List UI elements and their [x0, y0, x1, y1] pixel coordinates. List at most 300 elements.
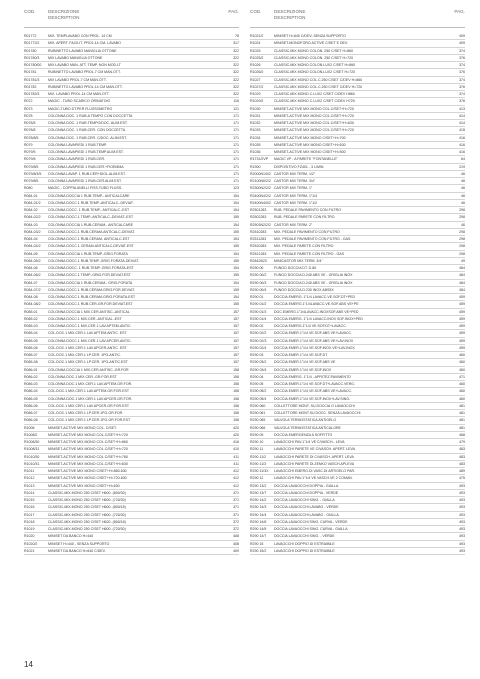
index-row [250, 33, 465, 40]
index-row [250, 483, 465, 490]
product-code: R084-02 [24, 208, 38, 212]
product-code: R1024 [250, 41, 261, 46]
product-description: CLASSIC-MIX MONO COL.C.250 C/SET C/DEV H=720 [274, 84, 363, 89]
product-code: R1027 [250, 77, 261, 82]
page-ref: 460 [459, 367, 465, 372]
product-code: R290 060 [250, 403, 266, 408]
product-description: DOCCIA EMERG. 1"1/4 LAVACC.VE.SOF.DT+PED [274, 295, 356, 299]
page-ref: 459 [459, 302, 465, 307]
index-row [250, 367, 465, 374]
index-row [24, 345, 239, 352]
page-ref: 376 [459, 99, 465, 104]
index-row [250, 120, 465, 127]
index-row [24, 62, 239, 69]
product-description: COLONNA DOCCIA 1 RUB.CERAM.- ANTICALCARE [48, 222, 133, 227]
header-cod: COD. [250, 9, 262, 14]
product-code: R1014 [24, 490, 35, 495]
page-ref: 154 [233, 295, 239, 299]
page-ref: 158 [233, 389, 239, 394]
page-ref: 459 [459, 316, 465, 321]
product-description: DOCCIA LAVAOCCHI LAVABO - GIALLA [274, 512, 339, 517]
page-ref: 371 [233, 505, 239, 510]
index-row [250, 272, 465, 279]
product-description: COL.DOC.1 MIX.CER.1 LAV.APCER-GR.FOR.EST [48, 403, 130, 408]
product-code: R072 [24, 99, 33, 104]
product-code: R1008/2 [24, 432, 38, 437]
page-ref: 459 [459, 331, 465, 336]
index-row [24, 135, 239, 142]
page-ref: 484 [459, 280, 465, 285]
page-ref: 158 [233, 382, 239, 386]
page-ref: 322 [233, 77, 239, 82]
page-ref: 298 [459, 244, 465, 249]
product-code: R1008 [24, 425, 35, 430]
page-ref: 459 [459, 324, 465, 328]
page-ref: 414 [459, 113, 465, 118]
product-description: DOCCIA EMER.1"1/4 VE.SOF.ABS VE+LAV.INOX [274, 338, 354, 343]
index-row [250, 519, 465, 526]
page-ref: 376 [459, 70, 465, 75]
product-code: R1731/2VP [250, 157, 269, 162]
product-code: R1031 [250, 113, 261, 118]
product-description: LAVAOCCHI EMERG.DI VASC.DI ARTIGELO PAR. [274, 469, 356, 473]
index-row [24, 301, 239, 308]
product-code: R2520283 [250, 244, 267, 249]
index-column-right [250, 6, 465, 555]
product-code: R085-05 [24, 338, 38, 343]
product-code: R1020/2 [24, 541, 38, 546]
index-row [24, 294, 239, 301]
page-ref: 317 [233, 41, 239, 46]
index-row [250, 222, 465, 229]
product-description: COLONNA LAVAPIEDI 1 RUB.CER. [48, 157, 106, 162]
product-description: CLASSIC-MIX MONO COLON.LUX2 C/SET H=860 [274, 63, 356, 67]
product-description: COLONNA DOCC. 1 RUB.TEMP.-GRIG.FORATA-EST [48, 266, 134, 270]
product-code: R290 04 [250, 374, 264, 379]
product-code: R2300N2/2/2 [250, 186, 271, 191]
index-row [250, 309, 465, 316]
index-row [250, 374, 465, 381]
product-description: CLASSIC-MIX MONO COLON. 250 C/SET H=860 [274, 48, 354, 53]
index-row [24, 323, 239, 330]
index-row [250, 454, 465, 461]
product-code: R01772/2 [24, 41, 40, 46]
product-code: R085-08 [24, 360, 38, 365]
page-number: 14 [24, 660, 33, 669]
index-row [24, 156, 239, 163]
product-code: R1030 [250, 106, 261, 111]
product-description: VALVOLA TERMOSTATICA ANTICALORE [274, 425, 341, 430]
page-ref: 171 [233, 128, 239, 133]
product-code: R1018 [24, 519, 35, 524]
page-ref: 416 [459, 135, 465, 140]
product-code: R085-01 [24, 309, 38, 314]
product-description: MINISET H=640 C/DEV.-SENZA SUPPORTO [274, 34, 346, 38]
page-ref: 154 [233, 208, 239, 212]
product-code: R086-03 [24, 382, 38, 386]
product-description: MINISET-ACTIVE MIX MONO COL. C/SET. [48, 425, 117, 430]
product-code: R1013 [24, 483, 35, 488]
index-row [250, 403, 465, 410]
page-ref: 121 [233, 106, 239, 111]
product-description: MIX LAVABO MANIGLIA OTTONE [48, 55, 103, 60]
product-code: R290 03/2 [250, 360, 267, 365]
index-row [250, 48, 465, 55]
header-cod: COD. [24, 9, 36, 14]
product-code: R290 02 [250, 324, 264, 328]
index-row [250, 388, 465, 395]
product-description: MINISET-ACTIVE MIX MONO COL.C/SET+H=860 [48, 440, 128, 444]
index-row [250, 156, 465, 163]
product-code: R1034 [250, 135, 261, 140]
page-ref: 489 [459, 469, 465, 473]
product-description: LAVAOCCHI PARETE VE C/VASCH. APERT. LEVA [274, 447, 356, 452]
index-row [250, 439, 465, 446]
product-description: DOCCIA LAVAOCCHI SING. CURVA - GIALLA [274, 527, 348, 531]
product-description: DOCCIA EMER.1"1/4 VE.SOF.INOX VE+LAV.INOX [274, 345, 355, 350]
product-description: CLASSIC-MIX MONO COLON.LUX2 C/SET H=720 [274, 70, 356, 75]
product-description: LAVAOCCHI PAV.1"1/4 VE C/VASCH.- LEVA [274, 440, 345, 444]
page-ref: 158 [233, 367, 239, 372]
index-row [24, 222, 239, 229]
index-row [250, 280, 465, 287]
product-code: R290 09 [250, 432, 264, 437]
product-description: MINISET-ACTIVE MIX MONO COL.C/SET+H=630 [274, 121, 354, 125]
product-code: R01780 [24, 48, 37, 53]
page-ref: 468 [459, 432, 465, 437]
product-code: R1027/2 [250, 84, 264, 89]
product-description: MINISET-ACTIVE MIX MONO COL.C/SET+H=720 [48, 447, 128, 452]
index-row [250, 84, 465, 91]
product-code: R086-07 [24, 411, 38, 415]
product-description: COLONNA LAVAPIEDI 1 RUB.CER.+FIOEMMA [48, 164, 124, 169]
page-ref: 493 [459, 541, 465, 546]
product-description: FUNGO DOCCIA D.240 ABS VE - GRIGLIA INOX [274, 273, 353, 278]
header-page: PAG. [228, 9, 239, 14]
product-code: R2400N4/0/2 [250, 200, 271, 205]
product-description: COLONNA DOCC.1 RUB.CERAM- ANTICALC-EST [48, 237, 130, 241]
index-row [250, 497, 465, 504]
product-description: DOCCIA LAVAOCCHI LAVABO - VERDE [274, 505, 339, 510]
product-code: R1032 [250, 121, 261, 125]
page-ref: 493 [459, 548, 465, 553]
product-code: R2000N1/0/2 [250, 171, 271, 176]
header-description: DESCRIZIONE DESCRIPTION [48, 9, 80, 20]
product-description: LAVAOCCHI PARETE DI C/VASCH. APERT. LEVA [274, 454, 354, 459]
page-ref: 46 [461, 222, 465, 227]
index-row [250, 91, 465, 98]
product-description: CLASSIC-MIX MONO COLON. 250 C/SET H=720 [274, 55, 354, 60]
page-ref: 460 [459, 396, 465, 401]
product-description: MINISET-ACTIVE MIX MONO C/SET+H=630 [274, 142, 346, 147]
page-ref: 412 [233, 483, 239, 488]
product-code: R1025/2 [250, 55, 264, 60]
product-code: R290 01/4 [250, 316, 267, 321]
product-description: COLONNA DOCC.1 RUB.CERAM-GRIG.FOR.DEVIAT. [48, 287, 135, 292]
index-row [250, 229, 465, 236]
page-ref: 408 [233, 541, 239, 546]
index-row [24, 229, 239, 236]
product-code: R290 02/2 [250, 331, 267, 336]
product-description: COLONNA DOCC.1 MIX.CER.-ANTICAL.-EST [48, 316, 122, 321]
product-code: R1012 [24, 476, 35, 481]
index-row [24, 439, 239, 446]
page-ref: 475 [459, 476, 465, 481]
product-code: R290 13/2 [250, 483, 267, 488]
product-description: CLASSIC-MIX MONO C.LUX2 C/SET C/DEV H860 [274, 92, 355, 96]
page-ref: 471 [459, 374, 465, 379]
page-ref: 374 [459, 92, 465, 96]
product-description: DISPOSITIVO FZ401 - 3 L/MIN [274, 164, 324, 169]
product-description: DOCCIA LAVAOCCHI SING. CURVA - VERDE [274, 519, 348, 524]
page-ref: 158 [233, 403, 239, 408]
product-description: DOCCIA EMER.1"1/4 VE.SOF.INOX+LAV.SING. [274, 396, 351, 401]
product-description: MINISET-MONOFORO ACTIVE C/SET E DEV. [274, 41, 348, 46]
product-code: R290 11/3X [250, 469, 269, 473]
page-ref: 154 [233, 280, 239, 285]
index-row [24, 243, 239, 250]
index-row [24, 120, 239, 127]
index-row [24, 77, 239, 84]
product-description: COLLETTORE MONT. SU DOCCIA O LAVAOCCHI [274, 403, 355, 408]
product-code: R290 00/4 [250, 287, 267, 292]
product-code: R1026/2 [250, 70, 264, 75]
index-rows-right [250, 33, 465, 555]
page-ref: 371 [233, 498, 239, 502]
product-code: R290 01/3 [250, 309, 267, 314]
index-row [24, 330, 239, 337]
product-code: R1019 [24, 527, 35, 531]
index-row [24, 504, 239, 511]
product-description: COLONNA DOCC.1 TEMP.-ANTICALC.-DEVIAT.-EST [48, 215, 134, 220]
product-description: DOCCIA EMER.1"1/4 VE.SOF.ABS VE [274, 360, 336, 365]
page-ref: 155 [233, 302, 239, 307]
page-ref: 459 [459, 295, 465, 299]
product-code: R290 14/2 [250, 498, 267, 502]
product-description: RUBINETTO LAVABO MANIGLIA OTTONE [48, 48, 117, 53]
product-code: R290 02/4 [250, 345, 267, 350]
product-code: R01782/3 [24, 92, 40, 96]
index-row [24, 149, 239, 156]
page-ref: 322 [233, 70, 239, 75]
index-row [24, 106, 239, 113]
product-description: DOCCIA LAVAOCCHI DOPPIA - GIALLA [274, 483, 339, 488]
product-description: COLLETTORE MONT.SU DOCC. SENZA LAVAOCCHI [274, 411, 361, 415]
product-code: R290 11 [250, 447, 264, 452]
product-description: MINICASTOR MIX TERM. 3/4" [274, 258, 323, 263]
page-ref: 46 [461, 200, 465, 205]
product-description: COL.DOC.1 MIX.CER.1 LAV.APTEM.ANTIC. EST [48, 331, 127, 336]
page-ref: 155 [233, 273, 239, 278]
product-code: R2842B23 [250, 258, 267, 263]
product-code: R1010/31 [24, 461, 40, 466]
product-code: R1008/30 [24, 440, 40, 444]
product-description: CASTOR MIX TERM. 1"1/2 [274, 200, 318, 205]
page-ref: 322 [233, 48, 239, 53]
page-ref: 154 [233, 237, 239, 241]
header-page: PAG. [454, 9, 465, 14]
product-code: R01782 [24, 84, 37, 89]
product-description: CLASSIC-MIX.MONO 250 C/SET H620 -(800/18) [48, 519, 126, 524]
product-description: COLONNA DOCC.1 RUB.CER-GR.FOR.DEVIAT.EST [48, 302, 133, 307]
index-row [24, 258, 239, 265]
index-row [250, 490, 465, 497]
index-row [250, 135, 465, 142]
page-ref: 46 [461, 179, 465, 183]
product-code: R2100N0/2/2 [250, 179, 271, 183]
product-code: R079/8/5 [24, 164, 39, 169]
page-ref: 493 [459, 519, 465, 524]
column-header [24, 6, 239, 28]
index-row [24, 171, 239, 178]
product-code: R290 065 [250, 418, 266, 423]
page-ref: 123 [233, 186, 239, 191]
page-ref: 409 [459, 41, 465, 46]
page-ref: 154 [233, 266, 239, 270]
page-ref: 219 [459, 164, 465, 169]
page-ref: 460 [459, 382, 465, 386]
page-ref: 420 [233, 432, 239, 437]
index-row [250, 381, 465, 388]
index-row [250, 178, 465, 185]
index-row [24, 55, 239, 62]
index-row [250, 294, 465, 301]
page-ref: 371 [233, 490, 239, 495]
product-code: R2501283 [250, 208, 267, 212]
page-ref: 298 [459, 229, 465, 234]
index-row [250, 301, 465, 308]
product-code: R1010/30 [24, 454, 40, 459]
page-ref: 322 [233, 63, 239, 67]
index-row [24, 454, 239, 461]
page-ref: 46 [461, 186, 465, 191]
product-code: R084-02/2 [24, 215, 41, 220]
page-ref: 157 [233, 360, 239, 365]
index-row [24, 519, 239, 526]
index-row [250, 265, 465, 272]
index-column-left [24, 6, 239, 555]
page-ref: 493 [459, 505, 465, 510]
product-code: R01780/00 [24, 63, 42, 67]
product-code: R084-04/2 [24, 244, 41, 249]
page-ref: 460 [459, 389, 465, 394]
index-row [24, 142, 239, 149]
index-row [250, 69, 465, 76]
index-row [250, 345, 465, 352]
index-row [24, 280, 239, 287]
index-row [250, 541, 465, 548]
product-description: CASTOR MIX TERM. 1" [274, 186, 313, 191]
page-ref: 171 [233, 157, 239, 162]
product-description: COLONNA LAVAP. 1 RUB.CER+DIOL.ALIM.EST. [48, 171, 126, 176]
product-description: COLONNA DOC.1 MIX.CER.1 LAV.APTEM-GR.FOR. [48, 382, 133, 386]
index-row [24, 91, 239, 98]
index-row [24, 98, 239, 105]
product-code: R290 01 [250, 295, 264, 299]
product-code: R1029/2 [250, 99, 264, 104]
product-code: R1029 [250, 92, 261, 96]
index-row [250, 461, 465, 468]
product-description: MINISET H=440 - SENZA SUPPORTO [48, 541, 110, 546]
page-ref: 171 [233, 121, 239, 125]
page-ref: 484 [459, 287, 465, 292]
page-ref: 157 [233, 324, 239, 328]
product-code: R290 11/2 [250, 454, 267, 459]
product-description: MIX LAVABO PROL.7 CM MAN.OTT. [48, 77, 107, 82]
page-ref: 154 [233, 251, 239, 256]
page-ref: 171 [233, 171, 239, 176]
page-ref: 154 [233, 200, 239, 205]
product-code: R1015 [24, 498, 35, 502]
page-ref: 412 [233, 476, 239, 481]
product-description: COLONNA DOCC.1 CERAM-ANTICALC-DEVIAT-EST [48, 244, 134, 249]
index-row [250, 236, 465, 243]
product-description: DOCCIA EMERG.1"1/4 VE.SOF.DT+LAVACC. [274, 324, 347, 328]
index-row [24, 367, 239, 374]
page-ref: 154 [233, 193, 239, 198]
page-ref: 322 [233, 84, 239, 89]
index-row [250, 164, 465, 171]
index-row [24, 381, 239, 388]
product-code: R290 066 [250, 425, 266, 430]
index-row [24, 265, 239, 272]
product-code: R085-06 [24, 345, 38, 350]
page-ref: 409 [459, 34, 465, 38]
product-description: MIX. APERT. FACILIT. PROL.14 CM- LAVABO [48, 41, 121, 46]
index-row [24, 287, 239, 294]
page-ref: 483 [459, 447, 465, 452]
index-row [24, 200, 239, 207]
page-ref: 372 [233, 519, 239, 524]
product-code: R290 061 [250, 411, 266, 415]
page-ref: 157 [233, 309, 239, 314]
index-row [250, 55, 465, 62]
page-ref: 481 [459, 403, 465, 408]
index-row [24, 417, 239, 424]
product-description: COLONNA DOCC.1 RUB.CERAM-GRIG.FORATA-EST [48, 295, 136, 299]
product-code: R290 00 [250, 266, 264, 270]
product-description: COLONNA LAVAPIEDI 1 RUB.CER.ALIM.EST. [48, 179, 122, 183]
product-code: R084-01/2 [24, 200, 41, 205]
product-description: RUB. PEDALE PARETE CON FILTRO [274, 215, 335, 220]
product-description: COL.DOC.1 MIX.CER.1 LAV.APCER-ANTIC. EST [48, 345, 127, 350]
product-description: DOCCIA EMER.1"1/4 VE.SOF.DT [274, 353, 328, 357]
page-ref: 484 [459, 273, 465, 278]
index-row [24, 69, 239, 76]
product-code: R290 14/4 [250, 512, 267, 517]
page-ref: 376 [459, 55, 465, 60]
index-row [24, 468, 239, 475]
page-ref: 154 [233, 222, 239, 227]
product-code: R01780/3 [24, 55, 40, 60]
page-ref: 410 [233, 447, 239, 452]
page-ref: 157 [233, 338, 239, 343]
page-ref: 459 [459, 338, 465, 343]
product-code: R086-04 [24, 389, 38, 394]
product-description: DOCCIA EMER.1"1/4 VE.SOF.DT+LAVACC.VERG. [274, 382, 356, 386]
product-code: R1008/31 [24, 447, 40, 452]
product-code: R1025 [250, 48, 261, 53]
product-description: COLONNA DOCCIA 1 RUB.TEMP.-GRIG.FORATA [48, 251, 128, 256]
product-description: DOCCIA LAVAOCCHI SING. - VERDE [274, 534, 335, 539]
product-description: COLONNA DOC. 1 RUB.CER. CON DOCCETTA [48, 128, 126, 133]
page-ref: 479 [459, 440, 465, 444]
index-row [250, 243, 465, 250]
index-row [250, 504, 465, 511]
product-code: R084-04 [24, 237, 38, 241]
index-row [250, 251, 465, 258]
index-row [250, 171, 465, 178]
